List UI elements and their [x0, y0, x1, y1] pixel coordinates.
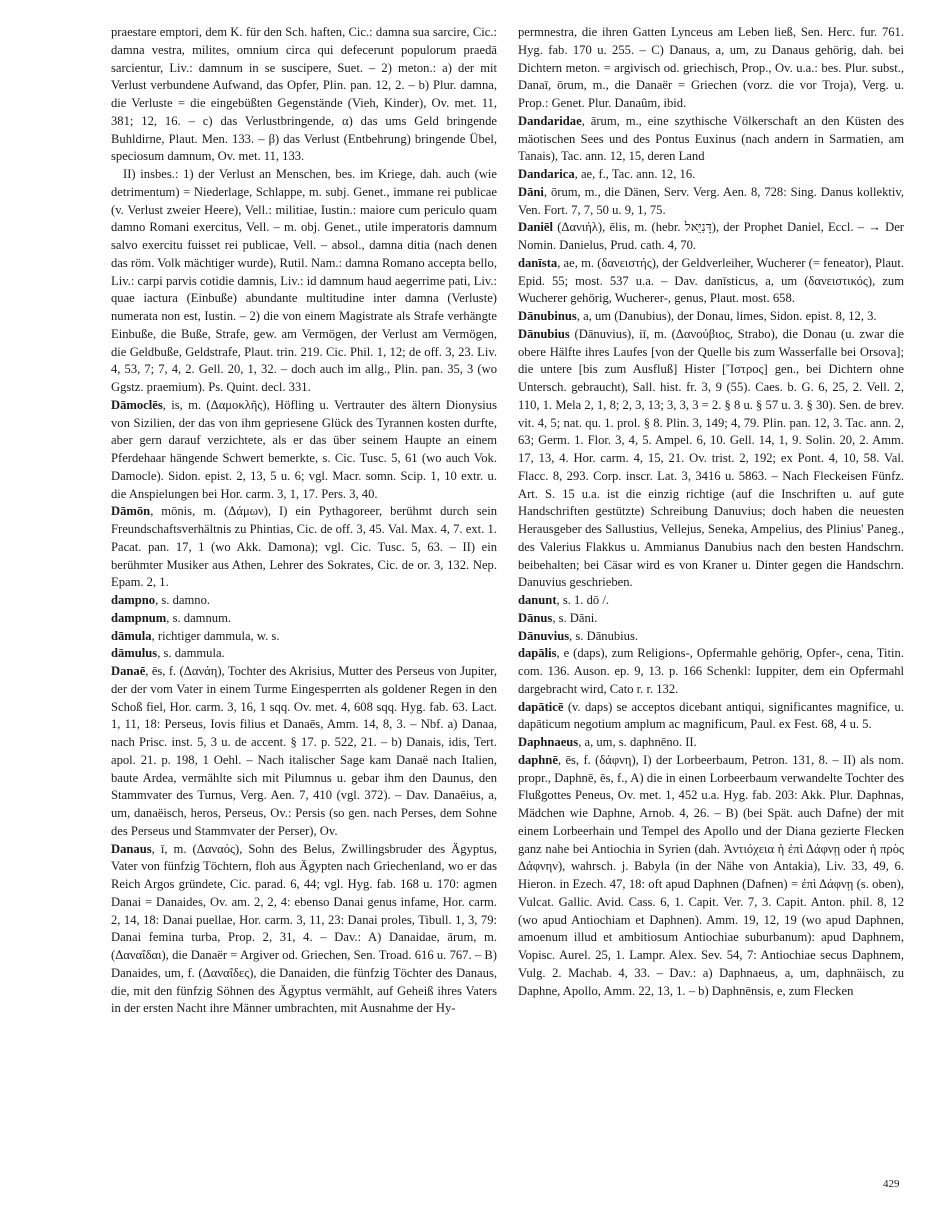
dictionary-entry [111, 397, 497, 504]
dictionary-entry [518, 645, 904, 698]
entry-text: , s. Dāni. [552, 610, 598, 625]
headword: dāmula [111, 628, 152, 643]
dictionary-entry [518, 699, 904, 735]
dictionary-entry [518, 166, 904, 184]
headword: daphnē [518, 752, 558, 767]
entry-text: (Dānuvius), iī, m. (Δανούβιος, Strabo), die Donau (u. zwar die obere Hälfte ihres Laufes [von der Quelle bis zum Wasserfalle bei Orsova]; die untere [bis zum Ausfluß] Hister [Ἴστρος] gen., bei Dichtern ohne Untersch. gebraucht), Sall. hist. fr. 3, 9 (55). Caes. b. G. 6, 25, 2. Vell. 2, 110, 1. Mela 2, 1, 8; 2, 3, 13; 3, 3, 3 = 2. § 8 u. § 57 u. 3. § 30). Sen. de brev. vit. 4, 5; nat. qu. 1. prol. § 8. Plin. 3, 149; 4, 79. Plin. pan. 12, 3. Tac. ann. 2, 63; Germ. 1. Flor. 3, 4, 5. Ampel. 6, 10. Gell. 14, 1, 9. Solin. 20, 2. Amm. 17, 13, 4. Hor. carm. 4, 15, 21. Ov. trist. 2, 192; ex Pont. 4, 10, 58. Val. Flacc. 8, 293. Corp. inscr. Lat. 3, 3416 u. 5863. – Nach Fleckeisen Fünfz. Art. S. 15 u.a. ist die einzig richtige (auf die Inschriften u. auf gute Handschriften gestützte) Schreibung Danuvius; doch haben die neuesten Herausgeber des Sallustius, Vellejus, Seneka, Ampelius, des Plinius' Paneg., des Valerius Flakkus u. Ammianus Danubius nach den besten Handschrn. beibehalten; bei Cäsar wird es von Kraner u. Dinter gegen die Handschrn. Danuvius geschrieben. [518, 326, 904, 590]
headword: danīsta [518, 255, 558, 270]
dictionary-entry [518, 592, 904, 610]
entry-paragraph [111, 24, 497, 166]
headword: Danaē [111, 664, 146, 678]
entry-text: , ārum, m., eine szythische Völkerschaft an den Küsten des mäotischen Sees und des Pontus Euxinus (nach andern in Sarmatien, am Tanais), Tac. ann. 12, 15, deren Land [518, 113, 904, 164]
entry-text: , ae, m. (δανειστής), der Geldverleiher, Wucherer (= feneator), Plaut. Epid. 55; most. 537 u.a. – Dav. danīsticus, a, um (δανειστικός), zum Wucherer gehörig, Wucherer-, genus, Plaut. most. 658. [518, 255, 904, 306]
dictionary-entry [518, 752, 904, 1001]
dictionary-entry [111, 645, 497, 663]
dictionary-entry [518, 255, 904, 308]
entry-paragraph [518, 24, 904, 113]
entry-text: , e (daps), zum Religions-, Opfermahle gehörig, Opfer-, cena, Titin. com. 136. Auson. ep. 9, 13. p. 166 Schenkl: Iuppiter, dem ein Opfermahl dargebracht wird, Cato r. r. 132. [518, 646, 904, 696]
entry-text: , ēs, f. (δάφνη), I) der Lorbeerbaum, Petron. 131, 8. – II) als nom. propr., Daphnē, ēs, f., A) die in einen Lorbeerbaum verwandelte Tochter des Flußgottes Peneus, Ov. met. 1, 452 u.a. Hyg. fab. 203: Akk. Plur. Daphnas, Mädchen wie Daphne, Arnob. 4, 26. – B) (bei Spät. auch Dafne) der mit einem Lorbeerhain und Tempel des Apollo und der Diana gezierte Flecken ganz nahe bei Antiochia in Syrien (dah. Ἀντιόχεια ἡ ἐπὶ Δάφνῃ oder ἡ πρὸς Δάφνην), wahrsch. j. Babyla (in der Nähe von Antakia), Liv. 33, 49, 6. Hieron. in Ezech. 47, 18: oft apud Daphnen (Dafnen) = ἐπὶ Δάφνῃ (s. oben), Vulcat. Gallic. Avid. Cass. 6, 1. Capit. Ver. 7, 3. Capit. Anton. phil. 8, 12 (wo apud Antiochiam et Daphnen). Amm. 19, 12, 19 (wo apud Daphnen, amoenum illud et ambitiosum Antiochiae suburbanum): apud Daphnem, Vopisc. Aurel. 25, 1. Lampr. Alex. Sev. 54, 7: Antiochiae secus Daphnem, Vulg. 2. Machab. 4, 33. – Dav.: a) Daphnaeus, a, um, daphnäisch, zu Daphne, Apollo, Amm. 22, 13, 1. – b) Daphnēnsis, e, zum Flecken [518, 752, 904, 998]
headword: Dānubinus [518, 309, 577, 323]
headword: Daphnaeus [518, 735, 579, 749]
entry-text: , ī, m. (Δαναός), Sohn des Belus, Zwillingsbruder des Ägyptus, Vater von fünfzig Töchtern, floh aus Ägypten nach Griechenland, wo er das Reich Argos gründete, Cic. parad. 6, 44; vgl. Hyg. fab. 168 u. 170: agmen Danai = Danaides, Ov. am. 2, 2, 4: ebenso Danai genus infame, Hor. carm. 2, 14, 18: Danai puellae, Hor. carm. 3, 11, 23: Danai proles, Tibull. 1, 3, 79: Danai femina turba, Prop. 2, 31, 4. – Dav.: A) Danaidae, ārum, m. (Δαναΐδαι), die Danaër = Argiver od. Griechen, Sen. Troad. 616 u. 767. – B) Danaides, um, f. (Δαναΐδες), die Danaiden, die fünfzig Töchter des Danaus, die, mit den fünfzig Söhnen des Ägyptus vermählt, auf Geheiß ihres Vaters in der ersten Nacht ihre Männer umbrachten, mit Ausnahme der Hy- [111, 841, 497, 1016]
headword: Dānuvius [518, 628, 570, 643]
headword: danunt [518, 593, 557, 607]
dictionary-entry [111, 592, 497, 610]
entry-text: , richtiger dammula, w. s. [151, 628, 280, 643]
entry-text: , mōnis, m. (Δάμων), I) ein Pythagoreer, berühmt durch sein Freundschaftsverhältnis zu Phintias, Cic. de off. 3, 45. Val. Max. 4, 7. ext. 1. Pacat. pan. 17, 1 (wo Akk. Damona); vgl. Cic. Tusc. 5, 63. – II) ein berühmter Musiker aus Athen, Lehrer des Sokrates, Cic. de or. 3, 132. Nep. Epam. 2, 1. [111, 504, 497, 590]
headword: Dandarica [518, 167, 575, 181]
entry-paragraph [111, 166, 497, 397]
entry-text: , s. Dānubius. [569, 628, 639, 643]
entry-text: , ae, f., Tac. ann. 12, 16. [574, 167, 696, 181]
dictionary-entry [518, 326, 904, 592]
dictionary-entry [518, 113, 904, 166]
headword: Dānus [518, 610, 553, 625]
entry-text: , s. damno. [155, 593, 211, 607]
entry-text: II) insbes.: 1) der Verlust an Menschen, bes. im Kriege, dah. auch (wie detrimentum) = Niederlage, Schlappe, m. subj. Genet., immane rei publicae (v. Verlust zweier Heere), Vell.: militiae, Iustin.: maiore cum periculo quam damno Romani exercitus, Vell. – m. obj. Genet., utile imperatoris damnum salvo exercitu fuisset rei publicae, Vell. – absol., damna ditia (nach denen das röm. Volk mächtiger wurde), Rutil. Nam.: damna Romano accepta bello, Liv.: carpi parvis cotidie damnis, Liv.: id damnum haud aegerrime pati, Liv.: quae iactura (Einbuße) abundante multitudine inter damna (Verluste) numerata non est, Iustin. – 2) die von einem Magistrate als Strafe verhängte Einbuße, die Buße, Strafe, gew. am Vermögen, der Verlust am Vermögen, die Geldbuße, Geldstrafe, Plaut. trin. 219. Cic. Phil. 1, 12; de off. 3, 23. Liv. 4, 53, 7; 7, 4, 2. Gell. 20, 1, 32. – doch auch im allg., Plin. pan. 35, 3 (wo Ggstz. praemium). Ps. Quint. decl. 331. [111, 167, 497, 394]
headword: Dandaridae [518, 113, 582, 128]
dictionary-entry [518, 610, 904, 628]
entry-text: (v. daps) se acceptos dicebant antiqui, significantes magnifice, u. dapāticum negotium amplum ac magnificum, Paul. ex Fest. 68, 4 u. 5. [518, 699, 904, 732]
entry-text: , s. damnum. [166, 610, 232, 625]
headword: Dāmōn [111, 504, 151, 519]
dictionary-entry [518, 308, 904, 326]
entry-text: , s. 1. dō /. [556, 593, 609, 607]
headword: dāmulus [111, 646, 158, 661]
entry-text: (Δανιήλ), ēlis, m. (hebr. דָּנִיֵּאל), der Prophet Daniel, Eccl. – → Der Nomin. Danielus, Prud. cath. 4, 70. [518, 220, 904, 252]
dictionary-entry [111, 503, 497, 592]
entry-text: , is, m. (Δαμοκλῆς), Höfling u. Vertrauter des ältern Dionysius von Sizilien, der das von ihm gepriesene Glück des Tyrannen kosten durfte, aber gern darauf verzichtete, als er das über seinem Haupte an einem Pferdehaar hängende Schwert bemerkte, s. Cic. Tusc. 5, 61 (wo auch Vok. Damocle). Sidon. epist. 2, 13, 5 u. 6; vgl. Macr. somn. Scip. 1, 10 extr. u. die Anspielungen bei Hor. carm. 3, 1, 17. Pers. 3, 40. [111, 397, 497, 501]
dictionary-entry [518, 184, 904, 220]
headword: Danaus [111, 841, 152, 856]
dictionary-entry [111, 628, 497, 646]
dictionary-entry [518, 628, 904, 646]
headword: Daniēl [518, 220, 553, 235]
dictionary-entry [111, 610, 497, 628]
headword: Dāni [518, 184, 544, 199]
headword: dampno [111, 593, 156, 607]
dictionary-entry [111, 841, 497, 1019]
entry-text: , a, um (Danubius), der Donau, limes, Sidon. epist. 8, 12, 3. [576, 309, 877, 323]
entry-text: praestare emptori, dem K. für den Sch. haften, Cic.: damna sua sarcire, Cic.: damna vestra, milites, omnium circa qui defecerunt populorum praedā sarcientur, Liv.: damnum in se suscipere, Suet. – 2) meton.: a) der mit Verlust verbundene Aufwand, das Opfer, Plin. pan. 12, 2. – b) Plur. damna, die Verluste = die eingebüßten Gegenstände (Vieh, Kinder), Ov. met. 11, 381; 12, 16. – c) das Verlustbringende, α) das ums Geld bringende Buhldirne, Plaut. Men. 133. – β) das Verlust (Entbehrung) bringende Übel, speciosum damnum, Ov. met. 11, 133. [111, 25, 497, 164]
entry-text: , ōrum, m., die Dänen, Serv. Verg. Aen. 8, 728: Sing. Danus kollektiv, Ven. Fort. 7, 7, 50 u. 9, 1, 75. [518, 184, 904, 217]
headword: Dāmoclēs [111, 397, 163, 412]
entry-text: permnestra, die ihren Gatten Lynceus am Leben ließ, Sen. Herc. fur. 761. Hyg. fab. 170 u. 255. – C) Danaus, a, um, zu Danaus gehörig, dah. bei Dichtern meton. = argivisch od. griechisch, Prop., Ov. u.a.: bes. Plur. subst., Danaī, ōrum, m., die Danaër = Griechen (vorz. die vor Troja), Verg. u. Prop.: Genet. Plur. Danaûm, ibid. [518, 25, 904, 110]
dictionary-entry [518, 219, 904, 255]
dictionary-entry [111, 663, 497, 841]
headword: dapālis [518, 646, 557, 661]
dictionary-entry [518, 734, 904, 752]
left-column [111, 24, 497, 1174]
headword: dampnum [111, 610, 167, 625]
entry-text: , ēs, f. (Δανάη), Tochter des Akrisius, Mutter des Perseus von Jupiter, der der vom Vater in einem Turme Eingesperrten als goldener Regen in den Schoß fiel, Hor. carm. 3, 16, 1 sqq. Ov. met. 4, 608 sqq. Hyg. fab. 63. Lact. 1, 11, 18: Perseus, Iovis filius et Danaēs, Amm. 14, 8, 3. – Nbf. a) Danaa, nach Prisc. inst. 5, 3 u. de accent. § 17. p. 522, 21. – b) Danais, idis, Tert. apol. 21. p. 198, 1 Oehl. – Nach italischer Sage kam Danaë nach Italien, baute Ardea, vermählte sich mit Pilumnus u. gebar ihm den Daunus, den Stammvater des Turnus, Verg. Aen. 7, 410 (vgl. 372). – Dav. Danaēius, a, um, danaëisch, heros, Perseus, Ov.: Persis (so gen. nach Perses, dem Sohne des Perseus und Stammvater der Perser), Ov. [111, 664, 497, 838]
headword: dapāticē [518, 699, 564, 714]
entry-text: , s. dammula. [157, 646, 225, 661]
page-number: 429 [883, 1178, 900, 1190]
right-column [518, 24, 904, 1174]
headword: Dānubius [518, 326, 570, 341]
entry-text: , a, um, s. daphnēno. II. [578, 735, 697, 749]
